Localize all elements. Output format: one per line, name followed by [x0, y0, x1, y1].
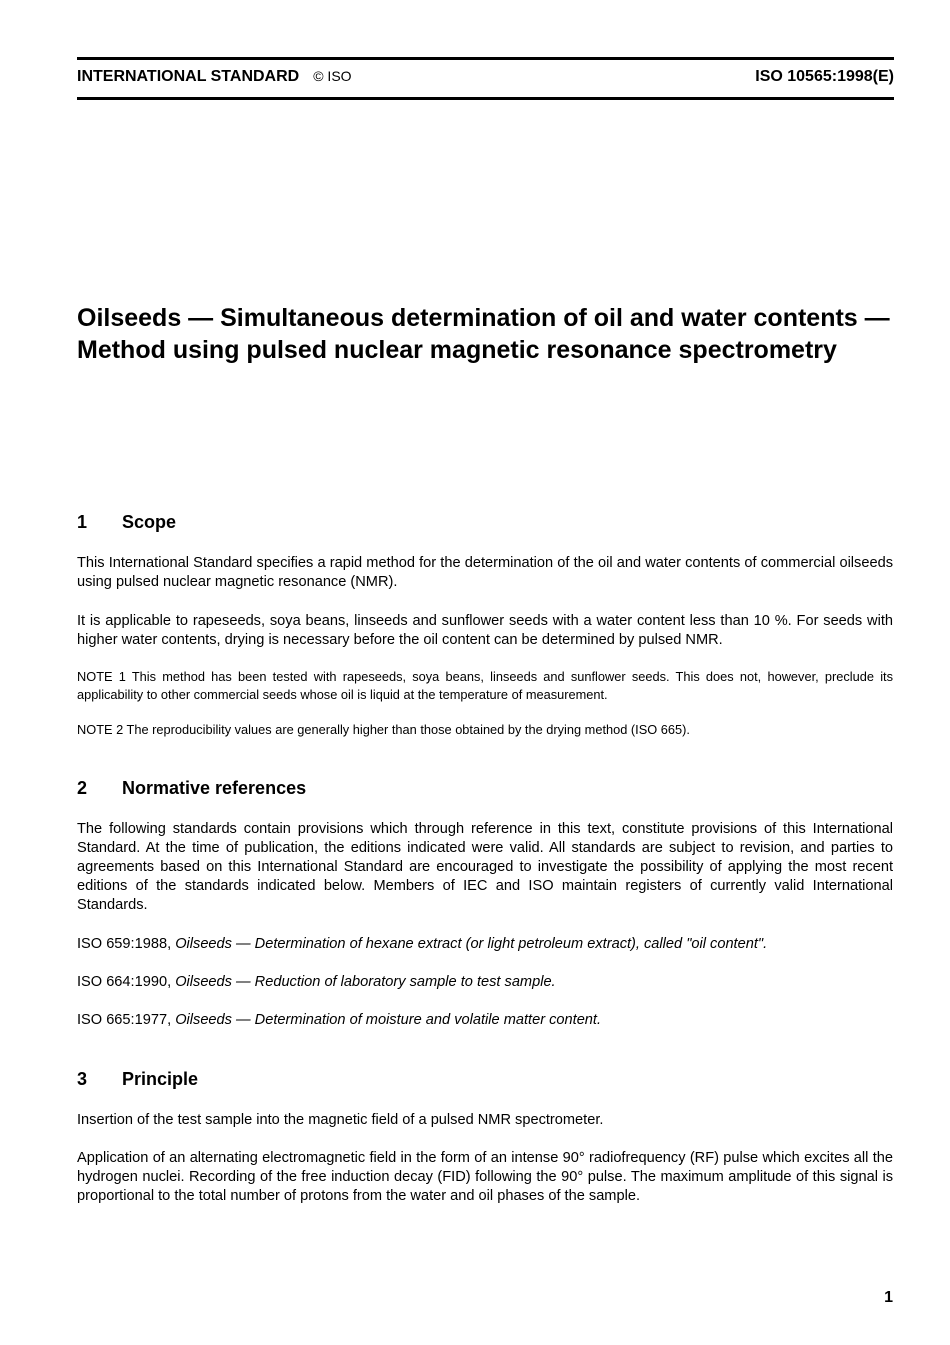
- header-standard-type: INTERNATIONAL STANDARD © ISO: [77, 68, 352, 85]
- section-heading-scope: 1 Scope: [77, 512, 177, 532]
- reference-item: ISO 664:1990, Oilseeds — Reduction of laboratory sample to test sample.: [77, 974, 556, 990]
- page-number: 1: [884, 1289, 893, 1306]
- principle-paragraph: Insertion of the test sample into the magnetic field of a pulsed NMR spectrometer.: [77, 1112, 604, 1128]
- scope-note: NOTE 2 The reproducibility values are generally higher than those obtained by the drying method (ISO 665).: [77, 722, 690, 737]
- scope-note: NOTE 1 This method has been tested with rapeseeds, soya beans, linseeds and sunflower seeds. This does not, however, preclude its applicability to other commercial seeds whose oil is liquid at the temperature of measurement.: [77, 669, 893, 702]
- scope-paragraph: This International Standard specifies a rapid method for the determination of the oil and water contents of commercial oilseeds using pulsed nuclear magnetic resonance (NMR).: [77, 555, 893, 590]
- principle-paragraph: Application of an alternating electromagnetic field in the form of an intense 90° radiofrequency (RF) pulse which excites all the hydrogen nuclei. Recording of the free induction decay (FID) following the 90° pulse. The maximum amplitude of this signal is proportional to the total number of protons from the water and oil phases of the sample.: [77, 1150, 893, 1204]
- reference-item: ISO 659:1988, Oilseeds — Determination of hexane extract (or light petroleum extract), called "oil content".: [77, 936, 768, 952]
- header-document-number: ISO 10565:1998(E): [755, 68, 894, 85]
- normative-references-paragraph: The following standards contain provisions which through reference in this text, constitute provisions of this International Standard. At the time of publication, the editions indicated were valid. All standards are subject to revision, and parties to agreements based on this International Standard are encouraged to investigate the possibility of applying the most recent editions of the standards indicated below. Members of IEC and ISO maintain registers of currently valid International Standards.: [77, 821, 893, 913]
- section-heading-normative-references: 2 Normative references: [77, 778, 307, 798]
- section-heading-principle: 3 Principle: [77, 1069, 199, 1089]
- reference-item: ISO 665:1977, Oilseeds — Determination of moisture and volatile matter content.: [77, 1012, 602, 1028]
- header-top-rule: [77, 57, 894, 60]
- header-copyright: © ISO: [313, 68, 352, 84]
- document-title: Oilseeds — Simultaneous determination of oil and water contents — Method using pulsed nuclear magnetic resonance spectrometry: [77, 304, 890, 364]
- scope-paragraph: It is applicable to rapeseeds, soya beans, linseeds and sunflower seeds with a water content less than 10 %. For seeds with higher water contents, drying is necessary before the oil content can be determined by pulsed NMR.: [77, 613, 893, 648]
- header-bottom-rule: [77, 97, 894, 100]
